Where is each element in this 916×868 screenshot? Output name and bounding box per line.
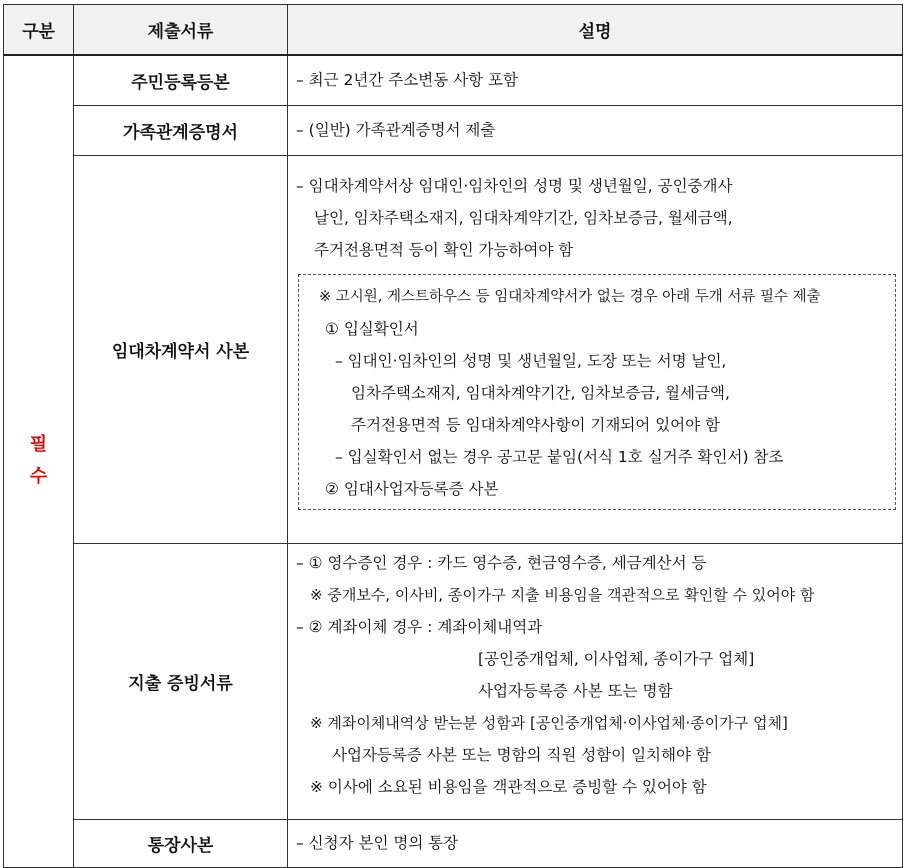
description-line: – ① 영수증인 경우 : 카드 영수증, 현금영수증, 세금계산서 등 <box>296 553 707 572</box>
document-name: 통장사본 <box>74 819 288 867</box>
header-description: 설명 <box>288 5 903 56</box>
category-label-2: 수 <box>29 466 48 488</box>
header-category: 구분 <box>4 5 74 56</box>
header-document: 제출서류 <box>74 5 288 56</box>
description-line: – 임대차계약서상 임대인·임차인의 성명 및 생년월일, 공인중개사 <box>296 176 733 195</box>
description-line: 날인, 임차주택소재지, 임대차계약기간, 임차보증금, 월세금액, <box>314 208 733 227</box>
description-line: ※ 이사에 소요된 비용임을 객관적으로 증빙할 수 있어야 함 <box>310 777 707 796</box>
category-cell <box>4 55 74 867</box>
note-line: 임차주택소재지, 임대차계약기간, 임차보증금, 월세금액, <box>351 383 730 402</box>
document-name: 임대차계약서 사본 <box>74 155 288 543</box>
document-name: 지출 증빙서류 <box>74 543 288 819</box>
table-row <box>4 543 903 819</box>
table-header-row <box>4 5 903 56</box>
description-line: 주거전용면적 등이 확인 가능하여야 함 <box>314 240 574 259</box>
note-line: ※ 고시원, 게스트하우스 등 임대차계약서가 없는 경우 아래 두개 서류 필수 제출 <box>319 288 821 305</box>
description-line: ※ 중개보수, 이사비, 종이가구 지출 비용임을 객관적으로 확인할 수 있어야 함 <box>310 585 815 604</box>
document-name: 주민등록등본 <box>74 55 288 105</box>
description-cell <box>288 155 903 543</box>
description-line: – ② 계좌이체 경우 : 계좌이체내역과 <box>296 617 543 636</box>
description-cell <box>288 819 903 867</box>
description-line: – 신청자 본인 명의 통장 <box>296 834 459 852</box>
description-line: 사업자등록증 사본 또는 명함의 직원 성함이 일치해야 함 <box>332 745 711 764</box>
document-name: 가족관계증명서 <box>74 105 288 155</box>
note-line: 주거전용면적 등 임대차계약사항이 기재되어 있어야 함 <box>351 415 721 434</box>
category-label-1: 필 <box>29 434 48 456</box>
description-line: 사업자등록증 사본 또는 명함 <box>478 681 673 700</box>
note-line: ② 임대사업자등록증 사본 <box>325 479 499 498</box>
table-row <box>4 55 903 105</box>
description-line: [공인중개업체, 이사업체, 종이가구 업체] <box>478 649 755 668</box>
description-cell <box>288 105 903 155</box>
required-documents-table <box>3 4 903 868</box>
note-line: – 임대인·임차인의 성명 및 생년월일, 도장 또는 서명 날인, <box>335 351 727 370</box>
note-line: – 입실확인서 없는 경우 공고문 붙임(서식 1호 실거주 확인서) 참조 <box>335 447 784 466</box>
description-line: – (일반) 가족관계증명서 제출 <box>296 121 496 139</box>
table-row <box>4 155 903 543</box>
table-row <box>4 819 903 867</box>
description-line: ※ 계좌이체내역상 받는분 성함과 [공인중개업체·이사업체·종이가구 업체] <box>310 713 788 732</box>
note-box <box>298 274 896 510</box>
table-row <box>4 105 903 155</box>
description-cell <box>288 55 903 105</box>
description-cell <box>288 543 903 819</box>
note-line: ① 입실확인서 <box>325 319 419 338</box>
description-line: – 최근 2년간 주소변동 사항 포함 <box>296 71 518 90</box>
